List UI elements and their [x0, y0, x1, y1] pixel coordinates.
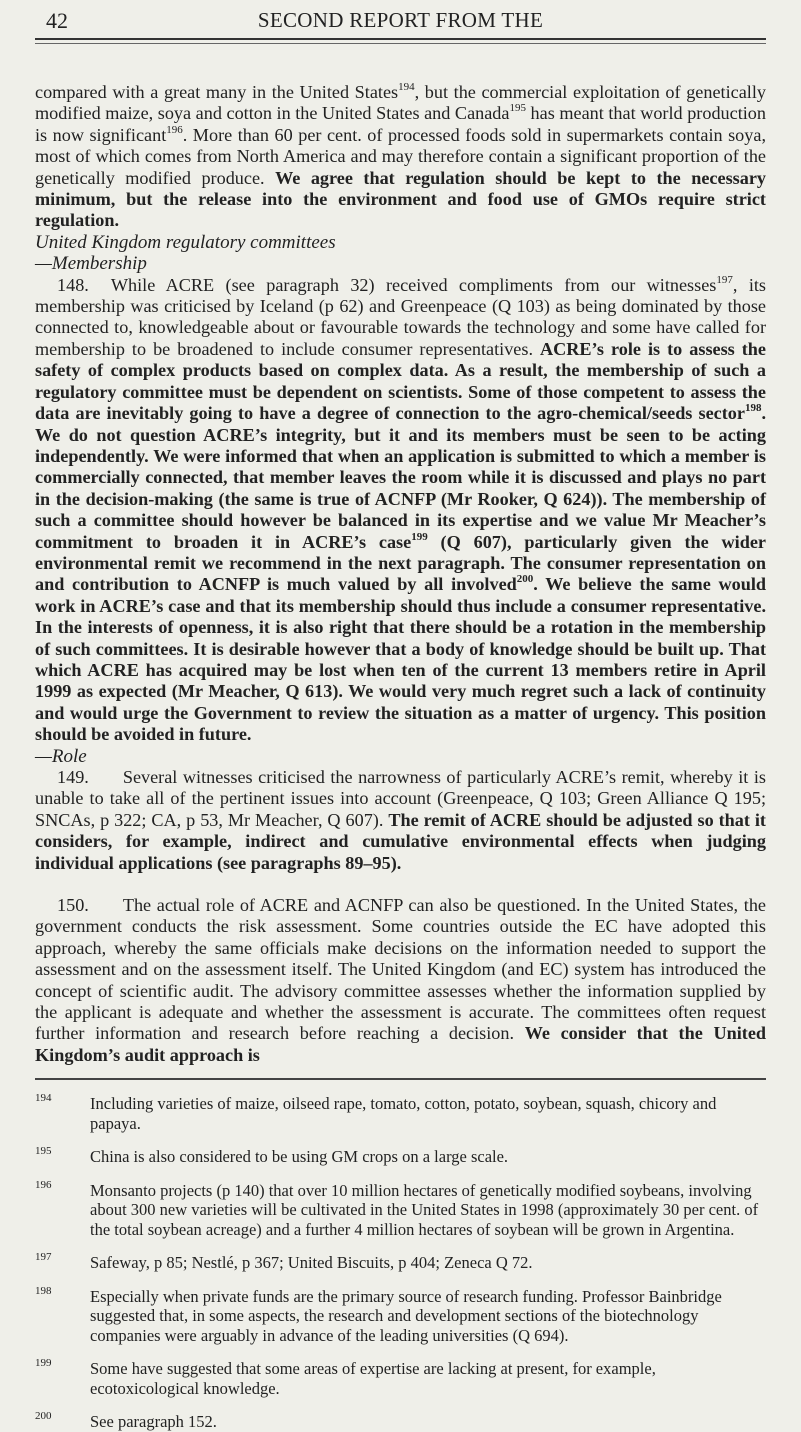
page-header [35, 0, 766, 40]
bold-text: ACRE’s role is to assess the safety of complex products based on complex data. As a result, the membership of such a regulatory committee must be dependent on scientists. Some of those competent to assess the data are inevitably going to have a degree of connection to the agro-chemical/seeds sector [35, 338, 766, 424]
footnote [35, 1094, 766, 1133]
footnote-text: See paragraph 152. [90, 1412, 217, 1432]
footnote-text: China is also considered to be using GM crops on a large scale. [90, 1147, 509, 1167]
footnote-ref: 197 [716, 273, 733, 286]
subheading-membership: —Membership [35, 253, 147, 275]
report-body [35, 82, 766, 1066]
footnote-ref: 196 [166, 123, 183, 136]
footnote [35, 1253, 766, 1273]
footnote-number: 198 [35, 1284, 52, 1297]
text: While ACRE (see paragraph 32) received compliments from our witnesses [110, 274, 717, 295]
paragraph-number: 148. [57, 274, 89, 295]
text: compared with a great many in the United States [35, 82, 399, 102]
text: . More than 60 per cent. of processed foods sold in supermarkets contain soya, most of which comes from North America and may therefore contain a significant proportion of the genetically modified produce. [35, 124, 766, 188]
footnote-number: 196 [35, 1178, 52, 1191]
intro-paragraph [35, 82, 766, 232]
footnote [35, 1147, 766, 1167]
bold-text: . We believe the same would work in ACRE’s case and that its membership should thus include a consumer representative. In the interests of openness, it is also right that there should be a rotation in the membership of such committees. It is desirable however that a body of knowledge should be built up. That which ACRE has acquired may be lost when ten of the current 13 members retire in April 1999 as expected (Mr Meacher, Q 613). We would very much regret such a lack of continuity and would urge the Government to review the situation as a matter of urgency. This position should be avoided in future. [35, 574, 766, 745]
text: , its membership was criticised by Iceland (p 62) and Greenpeace (Q 103) as being dominated by those connected to, knowledgeable about or favourable towards the technology and some have called for membership to be broadened to include consumer representatives. [35, 274, 766, 359]
footnote-ref: 200 [516, 573, 534, 586]
footnote-number: 200 [35, 1410, 52, 1423]
bold-text: . We do not question ACRE’s integrity, but it and its members must be seen to be acting independently. We were informed that when an application is submitted to which a member is commercially connected, that member leaves the room while it is discussed and plays no part in the decision-making (the same is true of ACNFP (Mr Rooker, Q 624)). The membership of such a committee should however be balanced in its expertise and we value Mr Meacher’s commitment to broaden it in ACRE’s case [35, 403, 766, 552]
text: , but the commercial exploitation of genetically modified maize, soya and cotton in the United States and Canada [35, 82, 766, 124]
bold-text: (Q 607), particularly given the wider environmental remit we recommend in the next paragraph. The consumer representation on and contribution to ACNFP is much valued by all involved [35, 531, 766, 595]
footnote-number: 195 [35, 1145, 52, 1158]
paragraph-150 [35, 895, 766, 1066]
subheading-role: —Role [35, 745, 87, 767]
header-rule [35, 43, 766, 44]
section-heading: United Kingdom regulatory committees [35, 231, 336, 253]
footnote-number: 197 [35, 1251, 52, 1264]
footnote-number: 194 [35, 1092, 52, 1105]
footnote [35, 1284, 766, 1346]
footnote-text: Especially when private funds are the primary source of research funding. Professor Bainbridge suggested that, in some aspects, the research and development sections of the biotechnology companies were arguably in advance of the leading universities (Q 694). [90, 1286, 722, 1345]
text: The actual role of ACRE and ACNFP can also be questioned. In the United States, the government conducts the risk assessment. Some countries outside the EC have adopted this approach, whereby the same officials make decisions on the information needed to support the assessment and on the assessment itself. The United Kingdom (and EC) system has introduced the concept of scientific audit. The advisory committee assesses whether the information supplied by the applicant is adequate and whether the assessment is accurate. The committees often request further information and research before reaching a decision. [35, 895, 766, 1044]
footnote-ref: 195 [509, 102, 526, 115]
footnote-ref: 199 [411, 530, 428, 543]
paragraph-148 [35, 275, 766, 746]
bold-text: We consider that the United Kingdom’s audit approach is [35, 1023, 767, 1065]
paragraph-149 [35, 767, 766, 874]
footnote [35, 1178, 766, 1240]
text: Several witnesses criticised the narrowness of particularly ACRE’s remit, whereby it is unable to take all of the pertinent issues into account (Greenpeace, Q 103; Green Alliance Q 195; SNCAs, p 322; CA, p 53, Mr Meacher, Q 607). [35, 767, 766, 830]
text: has meant that world production is now significant [35, 103, 766, 145]
footnote-text: Some have suggested that some areas of expertise are lacking at present, for example, ecotoxicological knowledge. [90, 1359, 656, 1398]
footnote-text: Including varieties of maize, oilseed rape, tomato, cotton, potato, soybean, squash, chicory and papaya. [90, 1094, 717, 1133]
footnote-ref: 198 [744, 402, 762, 415]
footnote-rule [35, 1078, 766, 1080]
footnotes [35, 1094, 766, 1432]
footnote-number: 199 [35, 1357, 52, 1370]
footnote-text: Monsanto projects (p 140) that over 10 million hectares of genetically modified soybeans, involving about 300 new varieties will be cultivated in the United States in 1998 (approximately 30 per cent. of the total soybean acreage) and a further 4 million hectares of soybean will be grown in Argentina. [90, 1180, 759, 1239]
page-number: 42 [46, 8, 68, 33]
footnote [35, 1412, 766, 1432]
running-title: SECOND REPORT FROM THE [257, 8, 544, 32]
bold-conclusion: We agree that regulation should be kept to the necessary minimum, but the release into the environment and food use of GMOs require strict regulation. [35, 167, 766, 231]
bold-text: The remit of ACRE should be adjusted so that it considers, for example, indirect and cumulative environmental effects when judging individual applications (see paragraphs 89–95). [35, 809, 766, 873]
footnote-ref: 194 [398, 81, 415, 93]
paragraph-number: 150. [57, 895, 89, 916]
footnote [35, 1359, 766, 1398]
footnote-text: Safeway, p 85; Nestlé, p 367; United Biscuits, p 404; Zeneca Q 72. [90, 1253, 533, 1273]
paragraph-number: 149. [57, 767, 89, 787]
